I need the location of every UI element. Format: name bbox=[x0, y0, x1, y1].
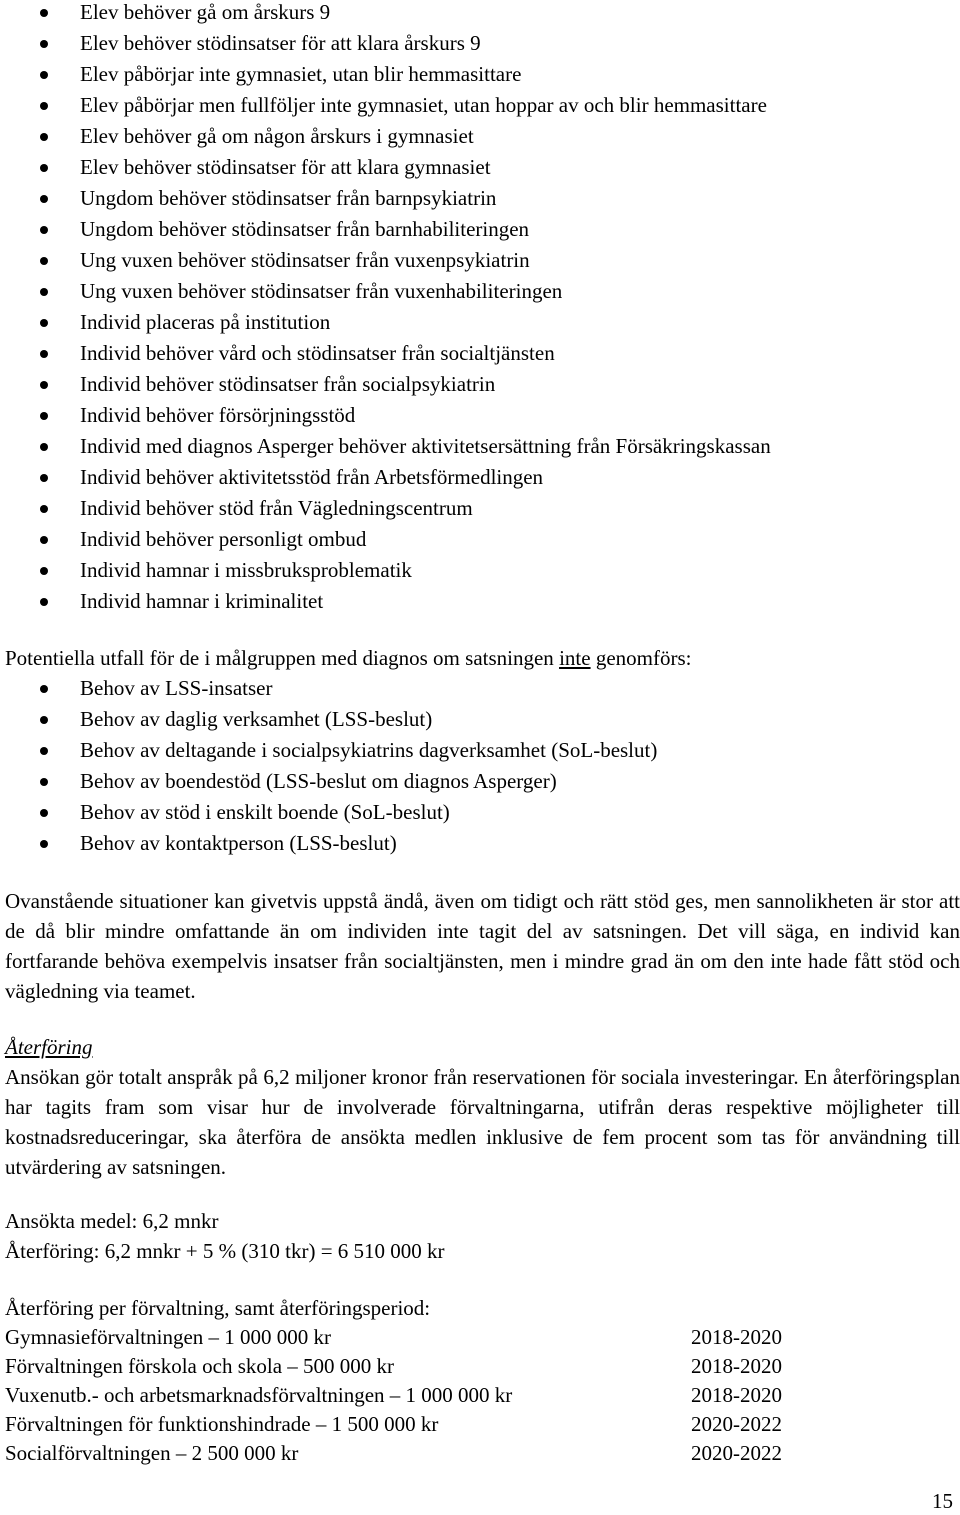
list-item: Behov av daglig verksamhet (LSS-beslut) bbox=[0, 704, 960, 735]
list-item: Elev behöver gå om årskurs 9 bbox=[0, 0, 960, 28]
list-item: Behov av stöd i enskilt boende (SoL-beslut) bbox=[0, 797, 960, 828]
outcomes-intro-underlined: inte bbox=[559, 646, 591, 670]
allocation-table bbox=[5, 1294, 905, 1468]
list-item: Individ hamnar i missbruksproblematik bbox=[0, 555, 960, 586]
consequences-list bbox=[0, 0, 960, 617]
allocation-heading: Återföring per förvaltning, samt återföringsperiod: bbox=[5, 1296, 431, 1320]
list-item: Individ behöver aktivitetsstöd från Arbetsförmedlingen bbox=[0, 462, 960, 493]
list-item: Behov av LSS-insatser bbox=[0, 673, 960, 704]
list-item: Individ hamnar i kriminalitet bbox=[0, 586, 960, 617]
allocation-period: 2018-2020 bbox=[691, 1325, 782, 1349]
list-item: Ungdom behöver stödinsatser från barnhabiliteringen bbox=[0, 214, 960, 245]
allocation-period: 2020-2022 bbox=[691, 1441, 782, 1465]
list-item: Elev påbörjar men fullföljer inte gymnasiet, utan hoppar av och blir hemmasittare bbox=[0, 90, 960, 121]
list-item: Behov av boendestöd (LSS-beslut om diagnos Asperger) bbox=[0, 766, 960, 797]
list-item: Individ placeras på institution bbox=[0, 307, 960, 338]
aterforing-body: Ansökan gör totalt anspråk på 6,2 miljoner kronor från reservationen för sociala investeringar. En återföringsplan har tagits fram som visar hur de involverade förvaltningarna, utifrån deras respektive möjligheter till kostnadsreduceringar, ska återföra de ansökta medlen inklusive de fem procent som tas för användning till utvärdering av satsningen. bbox=[5, 1065, 960, 1179]
outcomes-list bbox=[0, 673, 960, 859]
aterforing-section bbox=[5, 1032, 960, 1182]
list-item: Behov av kontaktperson (LSS-beslut) bbox=[0, 828, 960, 859]
situations-paragraph: Ovanstående situationer kan givetvis uppstå ändå, även om tidigt och rätt stöd ges, men sannolikheten är stor att de då blir mindre omfattande än om individen inte tagit del av satsningen. Det vill säga, en individ kan fortfarande behöva exempelvis insatser från socialtjänsten, men i mindre grad än om den inte hade fått stöd och vägledning via teamet. bbox=[5, 889, 960, 1003]
list-item: Elev påbörjar inte gymnasiet, utan blir hemmasittare bbox=[0, 59, 960, 90]
list-item: Elev behöver stödinsatser för att klara gymnasiet bbox=[0, 152, 960, 183]
list-item: Ung vuxen behöver stödinsatser från vuxenpsykiatrin bbox=[0, 245, 960, 276]
allocation-row bbox=[5, 1410, 905, 1439]
outcomes-intro bbox=[5, 643, 960, 673]
allocation-name: Vuxenutb.- och arbetsmarknadsförvaltningen – 1 000 000 kr bbox=[5, 1383, 513, 1407]
list-item: Individ behöver stödinsatser från socialpsykiatrin bbox=[0, 369, 960, 400]
allocation-name: Förvaltningen förskola och skola – 500 000 kr bbox=[5, 1354, 395, 1378]
aterforing-heading: Återföring bbox=[5, 1035, 93, 1059]
allocation-name: Förvaltningen för funktionshindrade – 1 500 000 kr bbox=[5, 1412, 439, 1436]
list-item: Individ behöver försörjningsstöd bbox=[0, 400, 960, 431]
page-number: 15 bbox=[932, 1489, 953, 1513]
return-funds: Återföring: 6,2 mnkr + 5 % (310 tkr) = 6 510 000 kr bbox=[5, 1239, 445, 1263]
allocation-period: 2018-2020 bbox=[691, 1354, 782, 1378]
funds-summary bbox=[5, 1206, 960, 1266]
list-item: Individ behöver personligt ombud bbox=[0, 524, 960, 555]
allocation-period: 2018-2020 bbox=[691, 1383, 782, 1407]
list-item: Elev behöver gå om någon årskurs i gymnasiet bbox=[0, 121, 960, 152]
allocation-row bbox=[5, 1381, 905, 1410]
list-item: Ungdom behöver stödinsatser från barnpsykiatrin bbox=[0, 183, 960, 214]
outcomes-intro-before: Potentiella utfall för de i målgruppen med diagnos om satsningen bbox=[5, 646, 560, 670]
list-item: Ung vuxen behöver stödinsatser från vuxenhabiliteringen bbox=[0, 276, 960, 307]
allocation-row bbox=[5, 1352, 905, 1381]
allocation-name: Gymnasieförvaltningen – 1 000 000 kr bbox=[5, 1325, 332, 1349]
allocation-period: 2020-2022 bbox=[691, 1412, 782, 1436]
applied-funds: Ansökta medel: 6,2 mnkr bbox=[5, 1209, 219, 1233]
list-item: Elev behöver stödinsatser för att klara årskurs 9 bbox=[0, 28, 960, 59]
outcomes-intro-after: genomförs: bbox=[590, 646, 692, 670]
allocation-row bbox=[5, 1323, 905, 1352]
list-item: Individ med diagnos Asperger behöver aktivitetsersättning från Försäkringskassan bbox=[0, 431, 960, 462]
list-item: Individ behöver stöd från Vägledningscentrum bbox=[0, 493, 960, 524]
list-item: Individ behöver vård och stödinsatser från socialtjänsten bbox=[0, 338, 960, 369]
allocation-row bbox=[5, 1439, 905, 1468]
allocation-name: Socialförvaltningen – 2 500 000 kr bbox=[5, 1441, 299, 1465]
list-item: Behov av deltagande i socialpsykiatrins dagverksamhet (SoL-beslut) bbox=[0, 735, 960, 766]
